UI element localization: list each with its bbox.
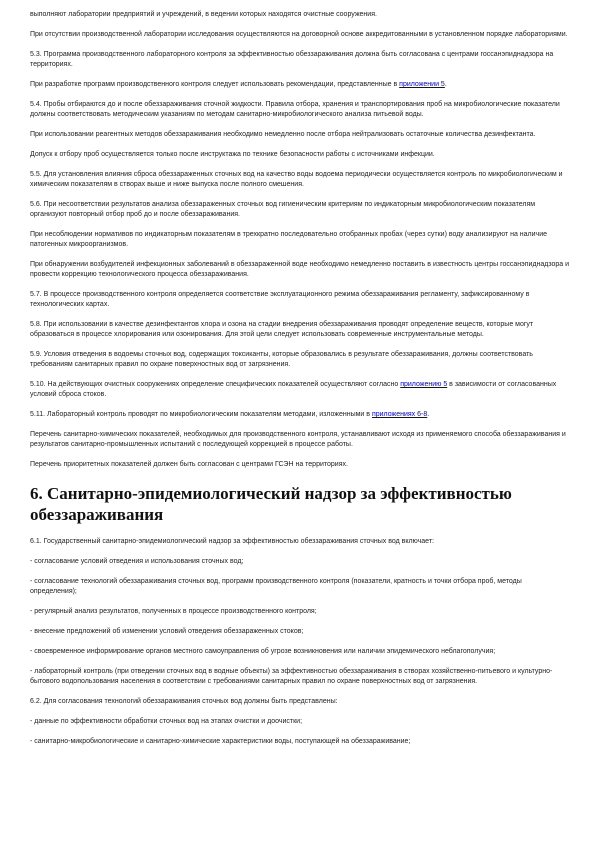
paragraph: При отсутствии производственной лаборатории исследования осуществляются на договорной основе аккредитованными в установленном порядке лабораториями. (30, 31, 568, 38)
list-item: - регулярный анализ результатов, полученных в процессе производственного контроля; (30, 608, 317, 615)
paragraph: 5.11. Лабораторный контроль проводят по микробиологическим показателям методами, изложенными в приложениях 6-8. (30, 411, 430, 418)
list-item: - внесение предложений об изменении условий отведения обеззараженных стоков; (30, 628, 304, 635)
paragraph: При несоблюдении нормативов по индикаторным показателям в трехкратно последовательно отобранных пробах (через сутки) воду анализируют на наличие патогенных микроорганизмов. (30, 231, 547, 248)
paragraph: 5.5. Для установления влияния сброса обеззараженных сточных вод на качество воды водоема периодически осуществляется контроль по микробиологическим и химическим показателям в створах выше и ниже выпуска после полного смешения. (30, 171, 563, 188)
paragraph: При разработке программ производственного контроля следует использовать рекомендации, представленные в приложении 5. (30, 81, 447, 88)
paragraph: 5.3. Программа производственного лабораторного контроля за эффективностью обеззараживания должна быть согласована с центрами госсанэпиднадзора на территориях. (30, 51, 554, 68)
list-item: - согласование условий отведения и использования сточных вод; (30, 558, 244, 565)
list-item: - данные по эффективности обработки сточных вод на этапах очистки и доочистки; (30, 718, 303, 725)
paragraph: 5.4. Пробы отбираются до и после обеззараживания сточной жидкости. Правила отбора, хранения и транспортирования проб на микробиологические показатели должны соответствовать методическим указаниям по методам санитарно-микробиологического анализа питьевой воды. (30, 101, 560, 118)
paragraph: Перечень приоритетных показателей должен быть согласован с центрами ГСЭН на территориях. (30, 461, 348, 468)
appendix-link[interactable]: приложениях 6-8 (371, 411, 428, 418)
paragraph: выполняют лаборатории предприятий и учреждений, в ведении которых находятся очистные сооружения. (30, 11, 377, 18)
paragraph: 5.6. При несоответствии результатов анализа обеззараженных сточных вод гигиеническим критериям по индикаторным микробиологическим показателям организуют повторный отбор проб до и после обеззараживания. (30, 201, 536, 218)
paragraph: Допуск к отбору проб осуществляется только после инструктажа по технике безопасности работы с источниками инфекции. (30, 151, 435, 158)
paragraph: 5.10. На действующих очистных сооружениях определение специфических показателей осуществляют согласно приложению 5 в зависимости от согласованных условий сброса стоков. (30, 381, 557, 398)
paragraph: При использовании реагентных методов обеззараживания необходимо немедленно после отбора нейтрализовать остаточные количества дезинфектанта. (30, 131, 536, 138)
paragraph: 5.9. Условия отведения в водоемы сточных вод, содержащих токсиканты, которые образовались в результате обеззараживания, должны соответствовать требованиям санитарных правил по охране поверхностных вод от загрязнения. (30, 351, 533, 368)
list-item: - санитарно-микробиологические и санитарно-химические характеристики воды, поступающей на обеззараживание; (30, 738, 411, 745)
paragraph: При обнаружении возбудителей инфекционных заболеваний в обеззараженной воде необходимо немедленно поставить в известность центры госсанэпиднадзора и провести коррекцию технологического процесса обеззараживания. (30, 261, 570, 278)
paragraph: 5.7. В процессе производственного контроля определяется соответствие эксплуатационного режима обеззараживания регламенту, зафиксированному в технологических картах. (30, 291, 530, 308)
paragraph: 6.2. Для согласования технологий обеззараживания сточных вод должны быть представлены: (30, 698, 338, 705)
list-item: - своевременное информирование органов местного самоуправления об угрозе возникновения или наличии эпидемического неблагополучия; (30, 648, 496, 655)
paragraph: 6.1. Государственный санитарно-эпидемиологический надзор за эффективностью обеззараживания сточных вод включает: (30, 538, 434, 545)
document-page (30, 10, 570, 757)
section-heading: 6. Санитарно-эпидемиологический надзор за эффективностью обеззараживания (30, 484, 512, 524)
paragraph: 5.8. При использовании в качестве дезинфектантов хлора и озона на стадии внедрения обеззараживания проводят определение веществ, которые могут образоваться в процессе хлорирования или озонирования. Для этой цели следует использовать современные инструментальные методы. (30, 321, 534, 338)
paragraph: Перечень санитарно-химических показателей, необходимых для производственного контроля, устанавливают исходя из применяемого способа обеззараживания и результатов санитарно-промышленных испытаний с последующей коррекцией в процессе работы. (30, 431, 566, 448)
list-item: - согласование технологий обеззараживания сточных вод, программ производственного контроля (показатели, кратность и точки отбора проб, методы определения); (30, 578, 522, 595)
appendix-link[interactable]: приложению 5 (400, 381, 448, 388)
list-item: - лабораторный контроль (при отведении сточных вод в водные объекты) за эффективностью обеззараживания в створах хозяйственно-питьевого и культурно-бытового водопользования населения в соответствии с требованиями санитарных правил по охране поверхностных вод от загрязнения. (30, 668, 553, 685)
appendix-link[interactable]: приложении 5 (399, 81, 445, 88)
